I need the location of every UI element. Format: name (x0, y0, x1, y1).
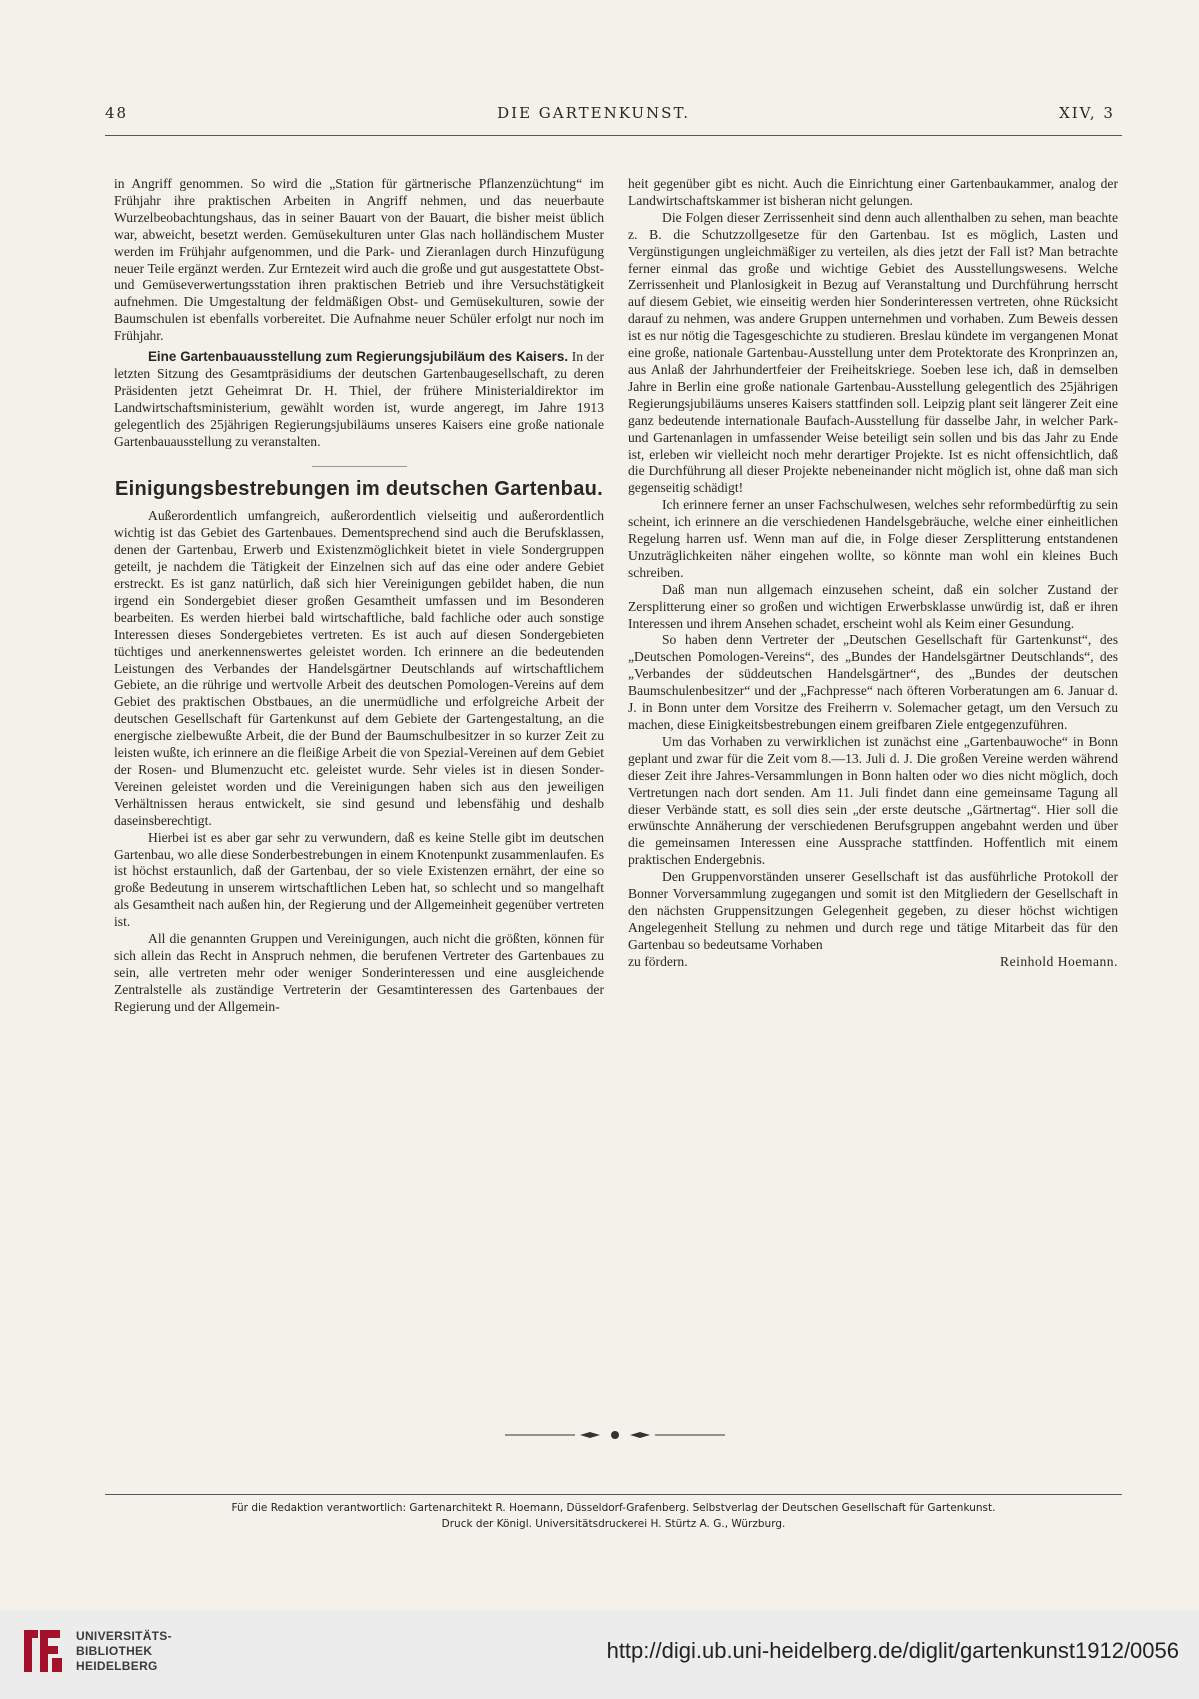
left-column (114, 176, 604, 1016)
paragraph: Ich erinnere ferner an unser Fachschulwesen, welches sehr reformbedürftig zu sein scheint, ich erinnere an die verschiedenen Handelsgebräuche, welche einer einheitlichen Regelung harren usf. Wenn man auf die, in Folge dieser Zersplitterung entstandenen Unzuträglichkeiten näher eingehen wollte, so könnte man wohl ein kleines Buch schreiben. (628, 497, 1118, 580)
right-column (628, 176, 1118, 971)
paragraph: Hierbei ist es aber gar sehr zu verwundern, daß es keine Stelle gibt im deutschen Gartenbau, wo alle diese Sonderbestrebungen in einem Knotenpunkt zusammenlaufen. Es ist höchst erstaunlich, daß der Gartenbau, der so viele Existenzen ernährt, der eine so große Bedeutung in unserem wirtschaftlichen Leben hat, so schlecht und so mangelhaft als Gesamtheit nach außen hin, der Regierung und der Allgemeinheit gegenüber vertreten ist. (114, 829, 604, 930)
library-name (76, 1629, 172, 1674)
closing-line (628, 954, 1118, 971)
footer-rule (105, 1494, 1122, 1495)
header-rule (105, 135, 1122, 136)
news-heading: Eine Gartenbauausstellung zum Regierungsjubiläum des Kaisers. (148, 349, 569, 365)
paragraph: Den Gruppenvorständen unserer Gesellschaft ist das ausführliche Protokoll der Bonner Vorversammlung zugegangen und somit ist den Mitgliedern der Gesellschaft in den nächsten Gruppensitzungen Gelegenheit gegeben, zu dieser höchst wichtigen Angelegenheit Stellung zu nehmen und durch rege und tätige Mitarbeit das für den Gartenbau so bedeutsame Vorhaben (628, 869, 1118, 952)
paragraph: heit gegenüber gibt es nicht. Auch die Einrichtung einer Gartenbaukammer, analog der Landwirtschaftskammer ist bisheran nicht gelungen. (628, 176, 1118, 208)
permalink-url[interactable]: http://digi.ub.uni-heidelberg.de/diglit/gartenkunst1912/0056 (606, 1638, 1179, 1663)
paragraph: Außerordentlich umfangreich, außerordentlich vielseitig und außerordentlich wichtig ist das Gebiet des Gartenbaues. Dementsprechend sind auch die Berufsklassen, denen der Gartenbau, Erwerb und Existenzmöglichkeit bietet in viele Sondergruppen geteilt, je nachdem die Tätigkeit der Einzelnen sich auf das eine oder andere Gebiet erstreckt. Es ist ganz natürlich, daß sich hier Vereinigungen gebildet haben, die nun irgend ein Sondergebiet dieser großen Gesamtheit umfassen und im Besonderen bearbeiten. Es werden hierbei bald wirtschaftliche, bald fachliche oder auch sonstige Interessen dieses Sondergebietes vertreten. Es ist auch auf diesen Sondergebieten tüchtiges und anerkennenswertes geleistet worden. Ich erinnere an die bedeutenden Leistungen des Verbandes der Handelsgärtner Deutschlands auf wirtschaftlichem Gebiete, an die rührige und wertvolle Arbeit des deutschen Pomologen-Vereins auf dem Gebiet des praktischen Obstbaues, an die unermüdliche und erfolgreiche Arbeit der deutschen Gesellschaft für Gartenkunst auf dem Gebiete der Gartengestaltung, an die energische zielbewußte Arbeit, die der Bund der Baumschulbesitzer in so kurzer Zeit zu leisten wußte, ich erinnere an die fleißige Arbeit die von Spezial-Vereinen auf dem Gebiet der Rosen- und Blumenzucht etc. geleistet wurde. Sehr vieles ist in diesen Sonder-Vereinen geleistet worden und die Vereinigungen haben sich aus den jeweiligen Verhältnissen heraus entwickelt, sie sind gesund und lebensfähig und deshalb daseinsberechtigt. (114, 508, 604, 828)
library-name-line-1: UNIVERSITÄTS- (76, 1628, 172, 1643)
imprint-line-1: Für die Redaktion verantwortlich: Gartenarchitekt R. Hoemann, Düsseldorf-Grafenberg. Selbstverlag der Deutschen Gesellschaft für Gartenkunst. (231, 1502, 996, 1514)
paragraph: in Angriff genommen. So wird die „Station für gärtnerische Pflanzenzüchtung“ im Frühjahr ihre praktischen Arbeiten in Angriff nehmen, und das neuerbaute Wurzelbeobachtungshaus, das in seiner Bauart von der Bauart, die bisher meist üblich war, abweicht, besetzt werden. Gemüsekulturen unter Glas nach holländischem Muster werden im Frühjahr aufgenommen, und die Park- und Zieranlagen durch Hinzufügung neuer Teile ergänzt werden. Zur Erntezeit wird auch die große und gut ausgestattete Obst- und Gemüseverwertungsstation ihren praktischen Betrieb und ihre Versuchstätigkeit aufnehmen. Die Umgestaltung der feldmäßigen Obst- und Gemüsekulturen, sowie der Baumschulen ist ebenfalls vorbereitet. Die Aufnahme neuer Schüler erfolgt nur noch im Frühjahr. (114, 176, 604, 344)
section-title: Einigungsbestrebungen im deutschen Gartenbau. (114, 477, 603, 500)
paragraph: Daß man nun allgemach einzusehen scheint, daß ein solcher Zustand der Zersplitterung einer so großen und wichtigen Erwerbsklasse unwürdig ist, daß er ihren Interessen und ihrem Ansehen schadet, erscheint wohl als Keim einer Gesundung. (628, 581, 1118, 631)
library-logo[interactable] (18, 1626, 172, 1676)
paragraph: All die genannten Gruppen und Vereinigungen, auch nicht die größten, können für sich allein das Recht in Anspruch nehmen, die berufenen Vertreter des Gartenbaues zu sein, alle vertreten mehr oder weniger Sonderinteressen und eine ausgleichende Zentralstelle als zuständige Vertreterin der Gesamtinteressen des Gartenbaues der Regierung und der Allgemein- (114, 931, 604, 1014)
closing-text: zu fördern. (628, 953, 688, 969)
page-number: 48 (105, 104, 129, 122)
section-divider (312, 466, 407, 467)
imprint (105, 1500, 1122, 1532)
ornament-icon (505, 1428, 725, 1442)
journal-title: DIE GARTENKUNST. (497, 104, 691, 122)
paragraph: Die Folgen dieser Zerrissenheit sind denn auch allenthalben zu sehen, man beachte z. B. die Schutzzollgesetze für den Gartenbau. Ist es möglich, Lasten und Vergünstigungen ungleichmäßiger zu verteilen, als dies jetzt der Fall ist? Man betrachte ferner einmal das große und wichtige Gebiet des Ausstellungswesens. Welche Zerrissenheit und Planlosigkeit in Bezug auf Veranstaltung und Durchführung herrscht auf diesem Gebiet, wie einseitig werden hier Sonderinteressen vertreten, ohne Rücksicht darauf zu nehmen, was andere Gruppen unternehmen und vorhaben. Zum Beweis dessen ist es nur nötig die Tagesgeschichte zu studieren. Breslau kündete im vergangenen Monat eine große, nationale Gartenbau-Ausstellung unter dem Protektorate des Kronprinzen an, aus Anlaß der Jahrhundertfeier der Freiheitskriege. Soeben lese ich, daß in demselben Jahre in Berlin eine große nationale Gartenbau-Ausstellung gelegentlich des 25jährigen Regierungsjubiläums unseres Kaisers stattfinden soll. Leipzig plant seit längerer Zeit eine ganz bedeutende internationale Baufach-Ausstellung für dasselbe Jahr, in welcher Park- und Gartenanlagen in umfassender Weise beteiligt sein sollen und bis das Jahr zu Ende ist, erleben wir vielleicht noch mehr derartiger Projekte. Ist es nicht offensichtlich, daß die Durchführung all dieser Projekte nebeneinander nicht möglich ist, ohne daß man sich gegenseitig schädigt! (628, 209, 1118, 496)
news-item (114, 349, 604, 450)
paragraph: So haben denn Vertreter der „Deutschen Gesellschaft für Gartenkunst“, des „Deutschen Pomologen-Vereins“, des „Bundes der Handelsgärtner Deutschlands“, des „Verbandes der süddeutschen Handelsgärtner“, des „Bundes der deutschen Baumschulenbesitzer“ und der „Fachpresse“ nach öfteren Vorberatungen am 6. Januar d. J. in Bonn unter dem Vorsitze des Freiherrn v. Solemacher getagt, um den Versuch zu machen, diese Einigkeitsbestrebungen einem greifbaren Ziele entgegenzuführen. (628, 632, 1118, 732)
imprint-line-2: Druck der Königl. Universitätsdruckerei H. Stürtz A. G., Würzburg. (441, 1518, 786, 1530)
news-text: In der letzten Sitzung des Gesamtpräsidiums der deutschen Gartenbaugesellschaft, zu deren Präsidenten jetzt Geheimrat Dr. H. Thiel, der frühere Ministerialdirektor im Landwirtschaftsministerium, gewählt worden ist, wurde angeregt, im Jahre 1913 gelegentlich des 25jährigen Regierungsjubiläums unseres Kaisers eine große nationale Gartenbauausstellung zu veranstalten. (114, 349, 604, 449)
volume-issue: XIV, 3 (1059, 104, 1115, 122)
paragraph: Um das Vorhaben zu verwirklichen ist zunächst eine „Gartenbauwoche“ in Bonn geplant und zwar für die Zeit vom 8.—13. Juli d. J. Die großen Vereine werden während dieser Zeit ihre Jahres-Versammlungen in Bonn halten oder wo dies nicht möglich, doch Vertretungen nach dort senden. Am 11. Juli findet dann eine gemeinsame Tagung all dieser Verbände statt, es soll dies sein „der erste deutsche „Gärtnertag“. Hier soll die erwünschte Annäherung der verschiedenen Berufsgruppen angebahnt werden und über die gemeinsamen Interessen eine Aussprache stattfinden. Hoffentlich mit einem praktischen Endergebnis. (628, 733, 1118, 868)
author-signature: Reinhold Hoemann. (1000, 953, 1118, 969)
library-banner (0, 1610, 1199, 1699)
library-name-line-2: BIBLIOTHEK (76, 1643, 153, 1658)
library-name-line-3: HEIDELBERG (76, 1658, 158, 1673)
heidelberg-logo-icon (18, 1626, 66, 1676)
end-ornament (505, 1428, 725, 1442)
running-header (105, 104, 1115, 122)
